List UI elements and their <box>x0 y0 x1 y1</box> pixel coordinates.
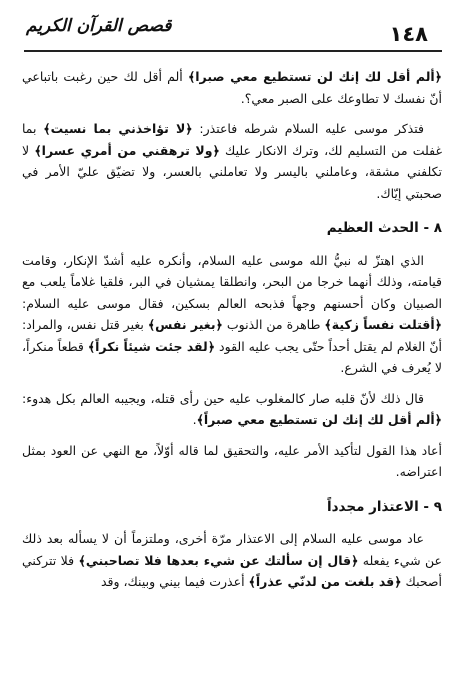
quran-quote: ﴿ألم أقل لك إنك لن تستطيع معي صبراً﴾ <box>196 412 442 427</box>
paragraph <box>22 388 442 431</box>
quran-quote: ﴿أقتلت نفساً زكية﴾ <box>324 317 442 332</box>
page-header <box>24 10 442 52</box>
quran-quote: ﴿قد بلغت من لدنّي عذراً﴾ <box>248 574 402 589</box>
paragraph-text: عاد موسى عليه السلام إلى الاعتذار مرّة أخرى، وملتزماً أن لا يسأله بعد ذلك عن شيء يفعله <box>22 531 443 568</box>
paragraph-text: لا تكلفني مشقة، وعاملني باليسر ولا تعاملني بالعسر، ولا تضيّق عليّ الأمر في صحبتي إيّاك. <box>22 142 442 201</box>
quran-quote: ﴿لقد جئت شيئاً نكراً﴾ <box>87 338 216 354</box>
paragraph-text: بغير قتل نفس، والمراد: أنّ الغلام لم يقتل أحداً حتّى يجب عليه القود <box>22 317 442 354</box>
section-heading: ٨ - الحدث العظيم <box>326 220 442 236</box>
paragraph <box>22 66 442 109</box>
paragraph-text: . <box>192 412 197 427</box>
quran-quote: ﴿لا تؤاخذني بما نسيت﴾ <box>43 121 193 136</box>
quran-quote: ﴿بغير نفس﴾ <box>147 317 223 332</box>
book-title: قصص القرآن الكريم <box>26 16 172 36</box>
quran-quote: ﴿ولا ترهقني من أمري عسرا﴾ <box>34 142 220 158</box>
paragraph-text: قطعاً منكراً، لا يُعرف في الشرع. <box>22 338 442 375</box>
paragraph-text: أعاد هذا القول لتأكيد الأمر عليه، والتحقيق لما قاله أوّلاً، مع النهي عن العود بمثل اعتراضه. <box>22 442 442 479</box>
paragraph-text: الذي اهتزّ له نبيُّ الله موسى عليه السلام، وأنكره عليه أشدّ الإنكار، وقامت قيامته، وذلك أنهما خرجا من البحر، وانطلقا يمشيان في البر، فلقيا غلاماً يلعب مع الصبيان وكان أحسنهم وجهاً فذبحه العالم بسكين، فقال موسى عليه السلام: <box>22 252 442 311</box>
paragraph <box>22 118 442 204</box>
page-number: ١٤٨ <box>389 22 428 46</box>
paragraph-text: قال ذلك لأنّ قلبه صار كالمغلوب عليه حين رأى قتله، ويجيبه العالم بكل هدوء: <box>22 390 424 406</box>
quran-quote: ﴿ألم أقل لك إنك لن تستطيع معي صبرا﴾ <box>187 69 442 84</box>
section-heading: ٩ - الاعتذار مجدداً <box>326 498 442 515</box>
paragraph-text: فتذكر موسى عليه السلام شرطه فاعتذر: <box>192 121 424 136</box>
paragraph <box>22 440 442 483</box>
paragraph-text: فلا تتركني أصحبك <box>22 552 442 589</box>
paragraph-text: ألم أقل لك حين رغبت باتباعي أنّ نفسك لا تطاوعك على الصبر معي؟. <box>22 69 442 106</box>
paragraph <box>22 250 442 379</box>
paragraph-text: أعذرت فيما بيني وبينك، وقد <box>100 574 249 589</box>
page-body <box>22 66 442 602</box>
paragraph <box>22 528 442 593</box>
paragraph-text: بما غفلت من التسليم لك، وترك الانكار عليك <box>22 121 442 158</box>
quran-quote: ﴿قال إن سألتك عن شيء بعدها فلا تصاحبني﴾ <box>78 552 359 568</box>
paragraph-text: طاهرة من الذنوب <box>222 317 325 332</box>
